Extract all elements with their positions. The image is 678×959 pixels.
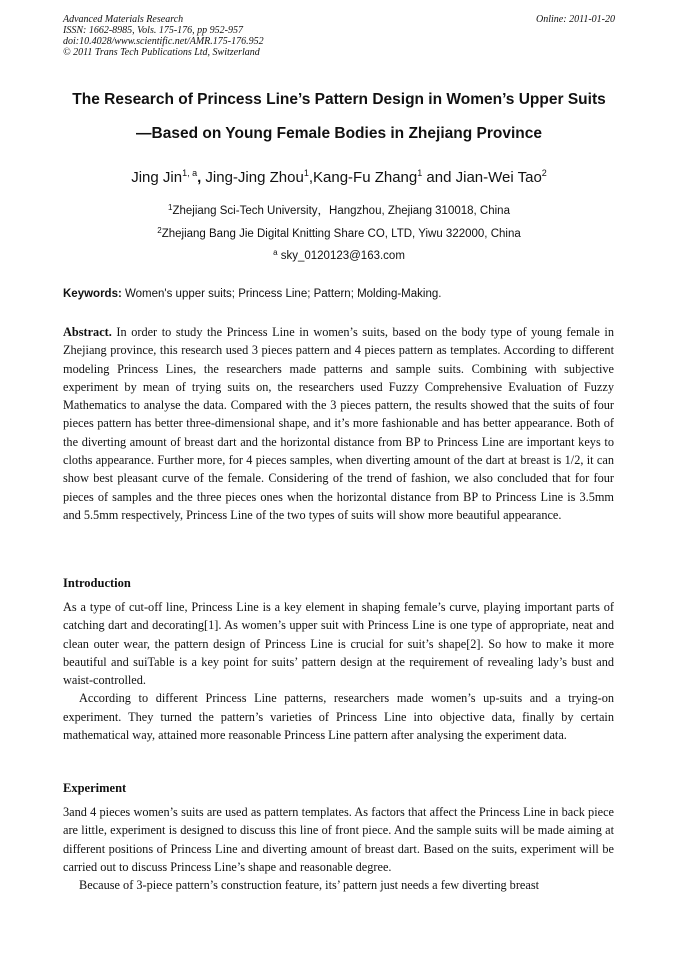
author-separator: ,: [197, 169, 206, 186]
abstract-paragraph: [63, 323, 614, 524]
keywords-label: Keywords:: [63, 288, 122, 300]
abstract-label: Abstract.: [63, 325, 112, 339]
experiment-body: [63, 803, 614, 894]
issn-line: ISSN: 1662-8985, Vols. 175-176, pp 952-957: [63, 25, 243, 36]
affiliation-mark: 2: [157, 226, 162, 235]
journal-header: [63, 14, 615, 58]
author-separator: and: [422, 169, 456, 186]
experiment-paragraph-2: Because of 3-piece pattern’s construction feature, its’ pattern just needs a few diverting breast: [79, 878, 540, 893]
introduction-heading: Introduction: [63, 576, 131, 590]
email-mark: a: [273, 248, 278, 257]
affiliation-1: [30, 204, 648, 218]
affiliation-2: [30, 227, 648, 241]
journal-name: Advanced Materials Research: [63, 14, 184, 25]
introduction-paragraph-2: According to different Princess Line patterns, researchers made women’s up-suits and a trying-on experiment. They turned the pattern’s varieties of Princess Line into objective data, finally by certain mathematical way, attained more reasonable Princess Line pattern after analysing the experiment data.: [63, 691, 614, 743]
author-affiliation-mark: 1: [303, 168, 309, 178]
abstract-text: In order to study the Princess Line in women’s suits, based on the body type of young female in Zhejiang province, this research used 3 pieces pattern and 4 pieces pattern as templates. According to different modeling Princess Lines, the researchers made patterns and sample suits. Combining with subjective experiment by mean of trying suits on, the researchers used Fuzzy Comprehensive Evaluation of Fuzzy Mathematics to analyse the data. Compared with the 3 pieces pattern, the results showed that the suits of four pieces pattern has better three-dimensional shape, and it’s more fashionable and has better appearance. Both of the diverting amount of breast dart and the horizontal distance from BP to Princess Line are important keys to cloths appearance. Further more, for 4 pieces samples, when diverting amount of the dart at breast is 1/2, it can show best pleasant curve of the female. Considering of the trend of fashion, we also concluded that for four pieces of samples and the three pieces ones when the horizontal distance from BP to Princess Line is 3.5mm and 5.5mm respectively, Princess Line of the two types of suits will show more beautiful appearance.: [63, 325, 614, 522]
author-separator: ,: [308, 169, 313, 186]
paper-title: The Research of Princess Line’s Pattern Design in Women’s Upper Suits: [72, 91, 606, 108]
introduction-body: [63, 598, 614, 744]
introduction-paragraph-1: As a type of cut-off line, Princess Line is a key element in shaping female’s curve, playing important parts of catching dart and decorating[1]. As women’s upper suit with Princess Line is one type of appropriate, neat and clean outer wear, the pattern design of Princess Line is crucial for suit’s shape[2]. So how to make it more beautiful and suiTable is a key point for suits’ pattern design at the requirement of revealing lady’s bust and waist-controlled.: [63, 600, 614, 688]
author-list: [30, 168, 648, 188]
author-affiliation-mark: 2: [541, 168, 547, 178]
author-name: Kang-Fu Zhang: [313, 169, 418, 186]
author-affiliation-mark: 1, a: [182, 168, 198, 178]
paper-subtitle: —Based on Young Female Bodies in Zhejiang Province: [136, 125, 542, 142]
author-affiliation-mark: 1: [417, 168, 423, 178]
abstract: [63, 323, 614, 524]
email-text: sky_0120123@163.com: [277, 250, 405, 262]
experiment-heading: Experiment: [63, 781, 127, 795]
doi-line: doi:10.4028/www.scientific.net/AMR.175-176.952: [63, 36, 264, 47]
keywords: [63, 288, 441, 300]
experiment-paragraph-1: 3and 4 pieces women’s suits are used as pattern templates. As factors that affect the Princess Line in back piece are little, experiment is designed to discuss this line of front piece. And the sample suits will be made aiming at different positions of Princess Line and diverting amount of breast dart. Based on the suits, experiment will be carried out to discuss Princess Line’s shape and reasonable degree.: [63, 805, 614, 874]
affiliation-text: Zhejiang Bang Jie Digital Knitting Share CO, LTD, Yiwu 322000, China: [161, 228, 521, 240]
affiliation-mark: 1: [168, 203, 173, 212]
online-date: Online: 2011-01-20: [536, 14, 615, 25]
copyright-line: © 2011 Trans Tech Publications Ltd, Switzerland: [63, 47, 260, 58]
keywords-text: Women's upper suits; Princess Line; Pattern; Molding-Making.: [121, 288, 442, 300]
author-name: Jing-Jing Zhou: [205, 169, 304, 186]
author-name: Jing Jin: [131, 169, 183, 186]
author-email: [30, 249, 648, 263]
author-name: Jian-Wei Tao: [455, 169, 542, 186]
affiliation-text: Zhejiang Sci-Tech University，Hangzhou, Zhejiang 310018, China: [172, 205, 510, 217]
